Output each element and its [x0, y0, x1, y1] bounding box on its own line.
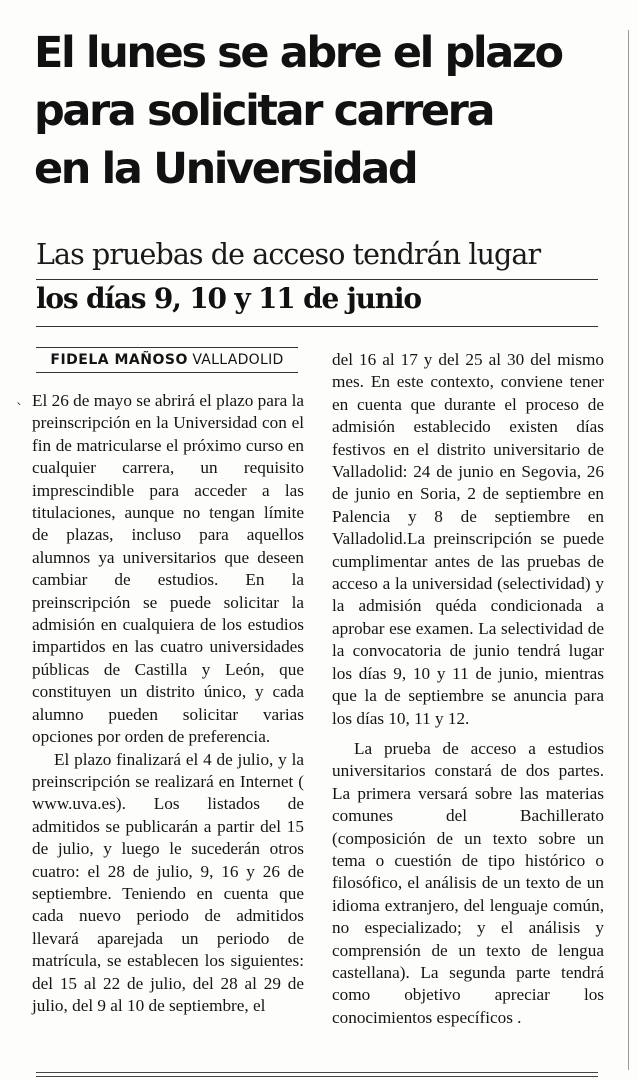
byline: [36, 347, 298, 373]
body-column-right: [332, 349, 604, 1029]
byline-city: VALLADOLID: [192, 352, 284, 368]
subheadline-line-1: Las pruebas de acceso tendrán lugar: [36, 238, 541, 271]
headline: [34, 24, 614, 198]
subheadline-rule-bottom: [36, 326, 598, 327]
body-paragraph: El 26 de mayo se abrirá el plazo para la preinscripción en la Universidad con el fin de matricularse el próximo curso en cualquier carrera, un requisito imprescindible para acceder a las titulaciones, aunque no tengan límite de plazas, incluso para aquellos alumnos ya universitarios que deseen cambiar de estudios. En la preinscripción se puede solicitar la admisión en cualquiera de los estudios impartidos en las cuatro universidades públicas de Castilla y León, que constituyen un distrito único, y cada alumno pueden solicitar varias opciones por orden de preferencia.: [32, 391, 304, 747]
headline-line-2: para solicitar carrera: [34, 86, 494, 136]
bottom-rule: [36, 1072, 598, 1073]
body-paragraph: del 16 al 17 y del 25 al 30 del mismo mes. En este contexto, conviene tener en cuenta que durante el proceso de admisión establecido existen días festivos en el distrito universitario de Valladolid: 24 de junio en Segovia, 26 de junio en Soria, 2 de septiembre en Palencia y 8 de septiembre en Valladolid.La preinscripción se puede cumplimentar antes de las pruebas de acceso a la universidad (selectividad) y la admisión quéda condicionada a aprobar ese examen. La selectividad de la convocatoria de junio tendrá lugar los días 9, 10 y 11 de junio, mientras que la de septiembre se anuncia para los días 10, 11 y 12.: [332, 350, 604, 728]
headline-line-1: El lunes se abre el plazo: [34, 28, 562, 78]
byline-author: FIDELA MAÑOSO: [50, 352, 188, 368]
column-divider: [628, 30, 629, 1070]
subheadline-line-2: los días 9, 10 y 11 de junio: [36, 282, 421, 315]
headline-line-3: en la Universidad: [34, 144, 417, 194]
body-paragraph: El plazo finalizará el 4 de julio, y la preinscripción se realizará en Internet ( www.uva.es). Los listados de admitidos se publicarán a partir del 15 de julio, y luego le sucederán otros cuatro: el 28 de julio, 9, 16 y 26 de septiembre. Teniendo en cuenta que cada nuevo periodo de admitidos llevará aparejada un periodo de matrícula, se establecen los siguientes: del 15 al 22 de julio, del 28 al 29 de julio, del 9 al 10 de septiembre, el: [32, 749, 304, 1015]
body-paragraph: La prueba de acceso a estudios universitarios constará de dos partes. La primera versará sobre las materias comunes del Bachillerato (composición de un texto sobre un tema o cuestión de tipo histórico o filosófico, el análisis de un texto de un idioma extranjero, del lenguaje común, no especializado; y el análisis y comprensión de un texto de lengua castellana). La segunda parte tendrá como objetivo apreciar los conocimientos específicos .: [332, 738, 604, 1027]
bottom-rule-secondary: [36, 1076, 598, 1077]
margin-mark: `: [16, 402, 23, 418]
body-column-left: [32, 390, 304, 1017]
